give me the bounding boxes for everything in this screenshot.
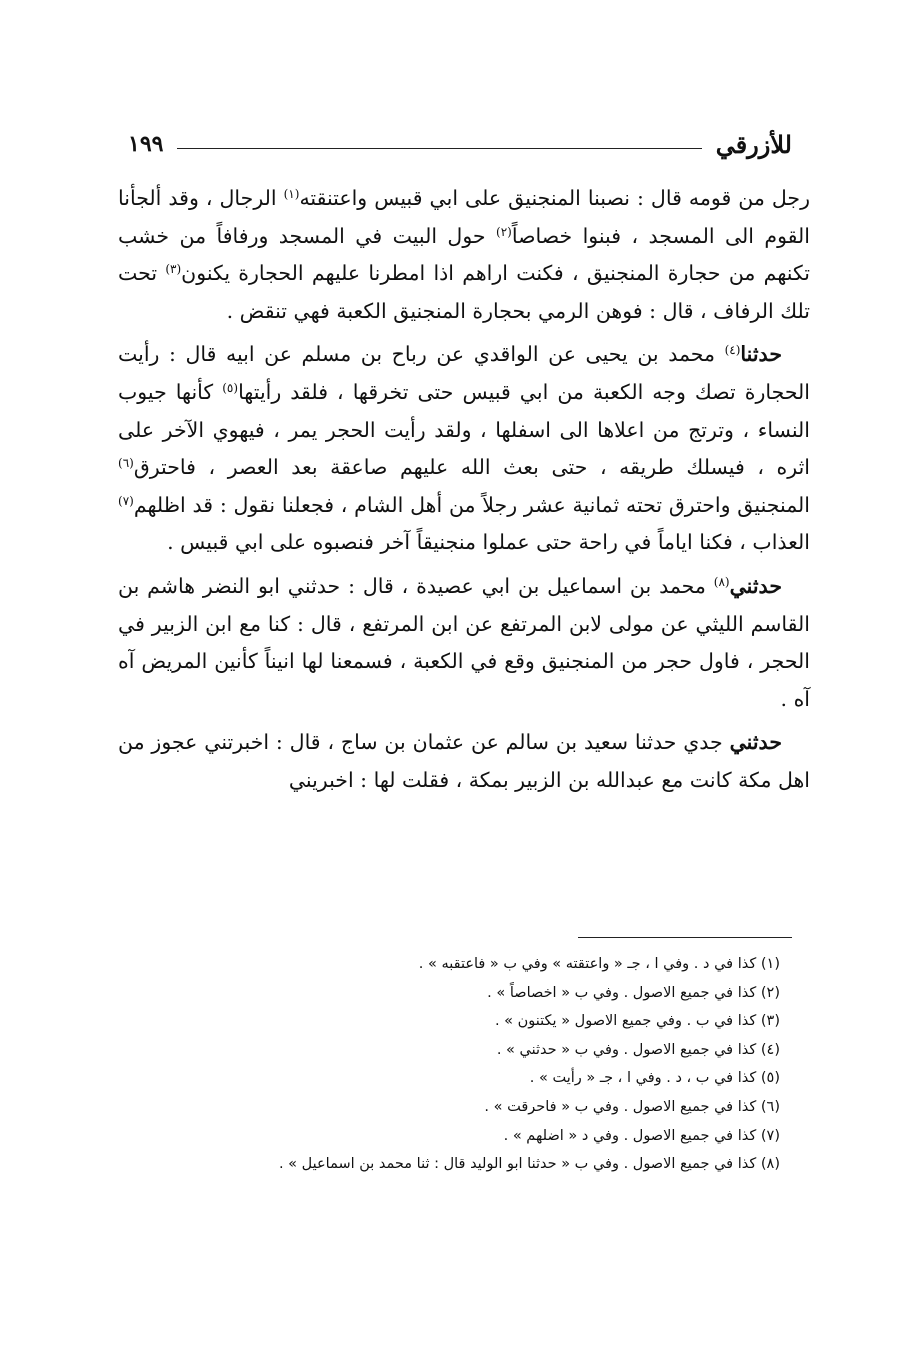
footnotes: [140, 950, 780, 1179]
footnote-text: كذا في جميع الاصول . وفي د « اضلهم » .: [503, 1127, 757, 1144]
footnote-4: [140, 1036, 780, 1065]
footnote-ref-2[interactable]: (٢): [496, 224, 512, 239]
footnote-ref-6[interactable]: (٦): [118, 456, 134, 471]
footnote-number: (٢): [760, 984, 780, 1001]
text-segment: المنجنيق واحترق تحته ثمانية عشر رجلاً من أهل الشام ، فجعلنا نقول : قد اظلهم: [133, 492, 810, 517]
footnote-ref-8[interactable]: (٨): [713, 574, 730, 589]
paragraph-1: [118, 180, 810, 330]
paragraph-lead: حدثني: [729, 573, 782, 598]
text-segment: العذاب ، فكنا اياماً في راحة حتى عملوا منجنيقاً آخر فنصبوه على ابي قبيس .: [167, 530, 810, 555]
text-segment: حول البيت في المسجد ورفافاً من خشب تكنهم من حجارة المنجنيق ، فكنت اراهم اذا امطرنا عليهم الحجارة يكنون: [118, 223, 810, 286]
footnote-1: [140, 950, 780, 979]
running-title: للأزرقي: [715, 129, 792, 159]
footnote-ref-5[interactable]: (٥): [222, 380, 239, 395]
page-header: [128, 122, 792, 166]
footnote-text: كذا في جميع الاصول . وفي ب « فاحرقت » .: [484, 1098, 757, 1115]
text-segment: محمد بن اسماعيل بن ابي عصيدة ، قال : حدثني ابو النضر هاشم بن القاسم الليثي عن مولى لابن المرتفع عن ابن المرتفع ، قال : كنا مع ابن الزبير في الحجر ، فاول حجر من المنجنيق وقع في الكعبة ، فسمعنا لها انيناً كأنين المريض آه آه .: [118, 573, 810, 711]
page-number: ١٩٩: [128, 131, 164, 157]
paragraph-lead: حدثني: [729, 730, 782, 755]
footnote-number: (٣): [760, 1013, 780, 1030]
footnote-6: [140, 1093, 780, 1122]
footnote-7: [140, 1122, 780, 1151]
footnote-ref-3[interactable]: (٣): [165, 262, 182, 277]
footnote-5: [140, 1064, 780, 1093]
paragraph-4: [118, 724, 810, 799]
text-segment: جدي حدثنا سعيد بن سالم عن عثمان بن ساج ، قال : اخبرتني عجوز من اهل مكة كانت مع عبدالله بن الزبير بمكة ، فقلت لها : اخبريني: [118, 730, 810, 792]
footnote-text: كذا في جميع الاصول . وفي ب « حدثنا ابو الوليد قال : ثنا محمد بن اسماعيل » .: [278, 1156, 757, 1173]
paragraph-3: [118, 568, 810, 718]
footnote-number: (٧): [760, 1127, 780, 1144]
text-segment: رجل من قومه قال : نصبنا المنجنيق على ابي قبيس واعتنقته: [299, 186, 810, 210]
footnote-ref-7[interactable]: (٧): [118, 493, 134, 508]
text-segment: كأنها جيوب النساء ، وترتج من اعلاها الى اسفلها ، ولقد رأيت الحجر يمر ، فيهوي الآخر على اثره ، فيسلك طريقه ، حتى بعث الله عليهم صاعقة بعد العصر ، فاحترق: [118, 379, 810, 480]
footnote-ref-4[interactable]: (٤): [724, 343, 741, 358]
paragraph-lead: حدثنا: [740, 342, 782, 367]
footnote-8: [140, 1150, 780, 1179]
text-segment: تحت تلك الرفاف ، قال : فوهن الرمي بحجارة المنجنيق الكعبة فهي تنقض .: [118, 261, 810, 323]
footnote-number: (١): [760, 956, 780, 972]
paragraph-2: [118, 336, 810, 562]
footnote-2: [140, 979, 780, 1008]
text-segment: محمد بن يحيى عن الواقدي عن رباح بن مسلم عن ابيه قال : رأيت الحجارة تصك وجه الكعبة من ابي قبيس حتى تخرقها ، فلقد رأيتها: [118, 342, 810, 404]
footnote-text: كذا في ب . وفي جميع الاصول « يكتنون » .: [494, 1013, 757, 1030]
footnote-number: (٦): [760, 1098, 780, 1115]
footnote-text: كذا في ب ، د . وفي ا ، جـ « رأيت » .: [529, 1070, 757, 1087]
footnote-text: كذا في د . وفي ا ، جـ « واعتقته » وفي ب « فاعتقبه » .: [418, 956, 757, 972]
header-rule: [177, 148, 701, 149]
footnote-number: (٨): [760, 1156, 780, 1173]
footnote-text: كذا في جميع الاصول . وفي ب « حدثني » .: [496, 1041, 757, 1058]
footnote-separator: [578, 937, 792, 938]
text-segment: الرجال ، وقد ألجأنا القوم الى المسجد ، فبنوا خصاصاً: [118, 186, 810, 248]
footnote-text: كذا في جميع الاصول . وفي ب « اخصاصاً » .: [487, 984, 757, 1001]
footnote-number: (٥): [760, 1070, 780, 1087]
footnote-number: (٤): [760, 1041, 780, 1058]
main-text: [118, 180, 810, 800]
footnote-3: [140, 1007, 780, 1036]
footnote-ref-1[interactable]: (١): [283, 187, 300, 201]
